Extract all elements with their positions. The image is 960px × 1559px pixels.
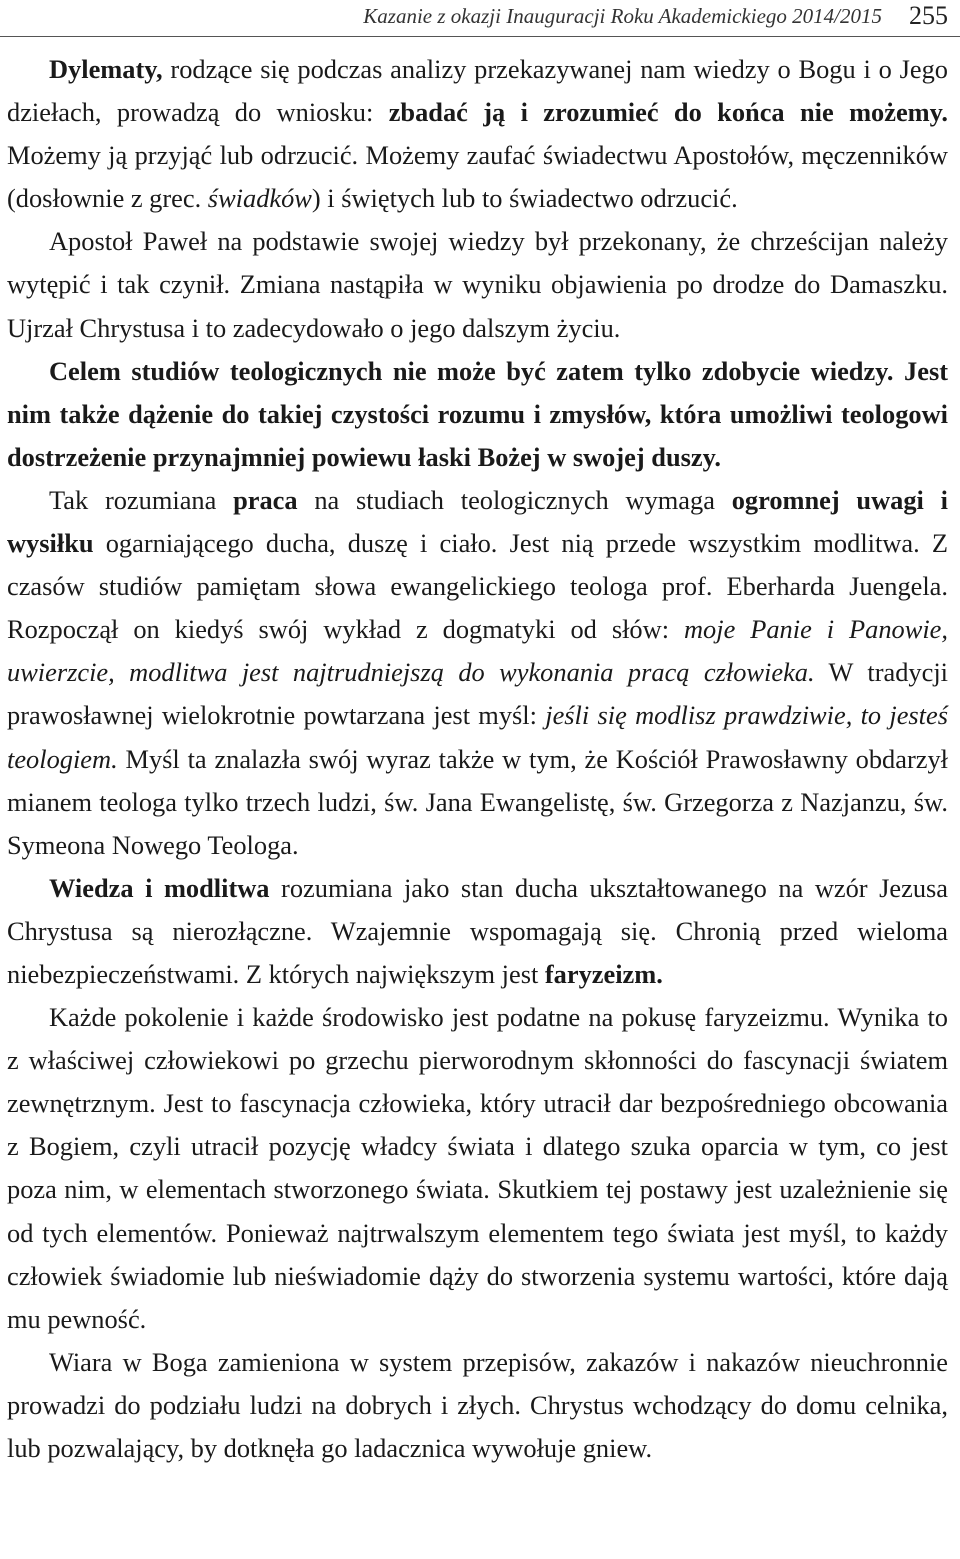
text-run: ) i świętych lub to świadectwo odrzucić. <box>311 183 738 214</box>
text-run: Apostoł Paweł na podstawie swojej wiedzy był przekonany, że chrześcijan należy wytępić i tak czynił. Zmiana nastąpiła w wyniku objawienia po drodze do Damaszku. Ujrzał Chrystusa i to zadecydowało o jego dalszym życiu. <box>7 226 948 343</box>
header-rule <box>0 36 960 37</box>
page-header <box>0 0 960 36</box>
emphasis: Celem studiów teologicznych nie może być zatem tylko zdobycie wiedzy. Jest nim także dążenie do takiej czystości rozumu i zmysłów, która umożliwi teologowi dostrzeżenie przynajmniej powiewu łaski Bożej w swojej duszy. <box>7 355 948 472</box>
paragraph-1 <box>7 48 948 220</box>
text-run: Możemy ją przyjąć lub odrzucić. Możemy zaufać świadectwu Apostołów, męczenników (dosłownie z grec. <box>7 140 948 214</box>
text-run: rodzące się podczas analizy przekazywanej nam wiedzy o Bogu i o Jego dziełach, prowadzą do wniosku: <box>7 54 948 128</box>
text-run: Każde pokolenie i każde środowisko jest podatne na pokusę faryzeizmu. Wynika to z właściwej człowiekowi po grzechu pierworodnym skłonności do fascynacji światem zewnętrznym. Jest to fascynacja człowieka, który utracił dar bezpośredniego obcowania z Bogiem, czyli utracił pozycję władcy świata i dlatego szuka oparcia w tym, co jest poza nim, w elementach stworzonego świata. Skutkiem tej postawy jest uzależnienie się od tych elementów. Ponieważ najtrwalszym elementem tego świata jest myśl, to każdy człowiek świadomie lub nieświadomie dąży do stworzenia systemu wartości, które dają mu pewność. <box>7 1002 948 1334</box>
italic-run: świadków <box>207 183 312 214</box>
emphasis: zbadać ją i zrozumieć do końca nie możemy. <box>388 97 948 128</box>
paragraph-5 <box>7 867 948 996</box>
running-head: Kazanie z okazji Inauguracji Roku Akademickiego 2014/2015 <box>363 4 882 28</box>
emphasis: ogromnej uwagi i wysiłku <box>7 484 948 559</box>
paragraph-3 <box>7 350 948 479</box>
paragraph-7 <box>7 1341 948 1470</box>
text-run: Wiara w Boga zamieniona w system przepisów, zakazów i nakazów nieuchronnie prowadzi do podziału ludzi na dobrych i złych. Chrystus wchodzący do domu celnika, lub pozwalający, by dotknęła go ladacznica wywołuje gniew. <box>7 1346 948 1463</box>
paragraph-4 <box>7 479 948 867</box>
text-run: ogarniającego ducha, duszę i ciało. Jest nią przede wszystkim modlitwa. Z czasów studiów pamiętam słowa ewangelickiego teologa prof. Eberharda Juengela. Rozpoczął on kiedyś swój wykład z dogmatyki od słów: <box>7 528 948 645</box>
italic-run: jeśli się modlisz prawdziwie, to jesteś teologiem. <box>7 700 948 774</box>
emphasis: faryzeizm. <box>544 958 663 989</box>
italic-run: moje Panie i Panowie, uwierzcie, modlitwa jest najtrudniejszą do wykonania pracą człowieka. <box>7 614 948 688</box>
page-number: 255 <box>909 1 948 30</box>
emphasis: praca <box>233 484 298 515</box>
text-run: W tradycji prawosławnej wielokrotnie powtarzana jest myśl: <box>7 657 948 731</box>
text-run: rozumiana jako stan ducha ukształtowanego na wzór Jezusa Chrystusa są nierozłączne. Wzajemnie wspomagają się. Chronią przed wieloma niebezpieczeństwami. Z których największym jest <box>7 872 948 989</box>
text-run: Myśl ta znalazła swój wyraz także w tym, że Kościół Prawosławny obdarzył mianem teologa tylko trzech ludzi, św. Jana Ewangelistę, św. Grzegorza z Nazjanzu, św. Symeona Nowego Teologa. <box>7 743 948 860</box>
emphasis: Wiedza i modlitwa <box>49 872 270 903</box>
text-run: Tak rozumiana <box>49 484 234 515</box>
text-run: na studiach teologicznych wymaga <box>297 484 732 515</box>
paragraph-6 <box>7 996 948 1341</box>
emphasis: Dylematy, <box>49 54 163 84</box>
paragraph-2 <box>7 220 948 349</box>
page-body <box>7 48 948 1470</box>
